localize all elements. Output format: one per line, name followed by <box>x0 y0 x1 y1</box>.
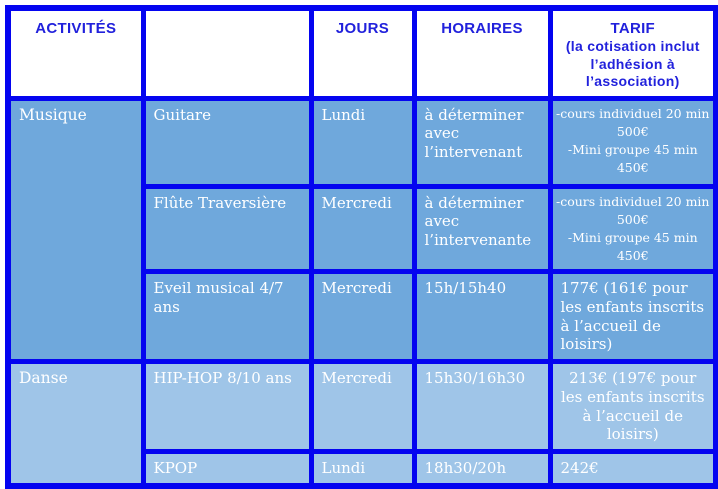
header-tarif <box>550 8 716 98</box>
time-cell: 18h30/20h <box>414 452 550 486</box>
time-cell: 15h/15h40 <box>414 272 550 362</box>
table-row-hip-hop <box>8 362 716 452</box>
activities-pricing-table <box>5 5 718 489</box>
category-cell-musique: Musique <box>8 98 143 362</box>
day-cell: Mercredi <box>311 362 414 452</box>
tarif-cell: 213€ (197€ pour les enfants inscrits à l’accueil de loisirs) <box>550 362 716 452</box>
header-blank <box>143 8 311 98</box>
day-cell: Lundi <box>311 98 414 186</box>
tarif-cell: 177€ (161€ pour les enfants inscrits à l’accueil de loisirs) <box>550 272 716 362</box>
activity-cell: Guitare <box>143 98 311 186</box>
header-tarif-title: TARIF <box>610 20 656 37</box>
day-cell: Mercredi <box>311 186 414 272</box>
day-cell: Mercredi <box>311 272 414 362</box>
header-activites: ACTIVITÉS <box>8 8 143 98</box>
activity-cell: Eveil musical 4/7 ans <box>143 272 311 362</box>
table-row-guitare <box>8 98 716 186</box>
tarif-cell: 242€ <box>550 452 716 486</box>
header-horaires: HORAIRES <box>414 8 550 98</box>
time-cell: à déterminer avec l’intervenant <box>414 98 550 186</box>
header-jours: JOURS <box>311 8 414 98</box>
activity-cell: Flûte Traversière <box>143 186 311 272</box>
tarif-cell: -cours individuel 20 min 500€ -Mini groupe 45 min 450€ <box>550 186 716 272</box>
activity-cell: KPOP <box>143 452 311 486</box>
header-tarif-subtitle: (la cotisation inclut l’adhésion à l’association) <box>565 38 700 89</box>
time-cell: 15h30/16h30 <box>414 362 550 452</box>
day-cell: Lundi <box>311 452 414 486</box>
header-row <box>8 8 716 98</box>
tarif-cell: -cours individuel 20 min 500€ -Mini groupe 45 min 450€ <box>550 98 716 186</box>
category-cell-danse: Danse <box>8 362 143 486</box>
activity-cell: HIP-HOP 8/10 ans <box>143 362 311 452</box>
time-cell: à déterminer avec l’intervenante <box>414 186 550 272</box>
